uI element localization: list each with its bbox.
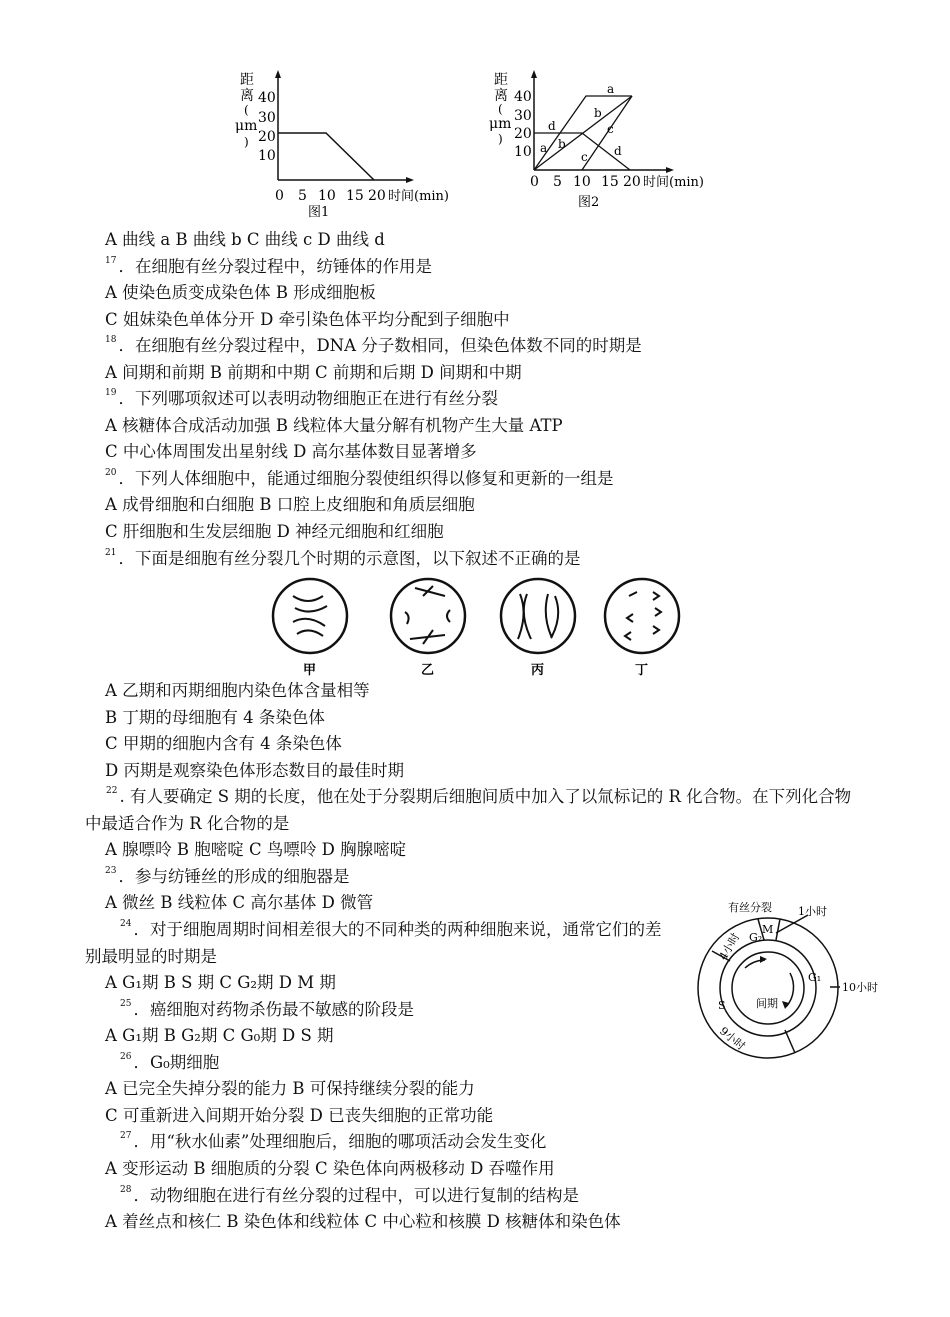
fig2-ytick: 10 bbox=[514, 144, 532, 160]
question-28 bbox=[85, 1183, 905, 1210]
curve-label-c: c bbox=[581, 150, 588, 164]
option-line: A 曲线 a B 曲线 b C 曲线 c D 曲线 d bbox=[105, 230, 385, 249]
cycle-g1-label: G₁ bbox=[808, 971, 822, 984]
question-text-continued: 中最适合作为 R 化合物的是 bbox=[85, 813, 290, 833]
question-text: . 有人要确定 S 期的长度，他在处于分裂期后细胞间质中加入了以氚标记的 R 化合物。在下列化合物 bbox=[119, 787, 852, 807]
fig1-xlabel: 时间(min) bbox=[388, 189, 450, 204]
fig1-xtick: 20 bbox=[368, 188, 386, 204]
fig2-xtick: 0 bbox=[530, 174, 539, 190]
fig2-ylabel-1: 离 bbox=[494, 88, 508, 104]
question-27 bbox=[85, 1129, 905, 1156]
option-line: A 腺嘌呤 B 胞嘧啶 C 鸟嘌呤 D 胸腺嘧啶 bbox=[105, 840, 407, 860]
option-line: A 已完全失掉分裂的能力 B 可保持继续分裂的能力 bbox=[105, 1079, 475, 1099]
question-text: ．下面是细胞有丝分裂几个时期的示意图，以下叙述不正确的是 bbox=[118, 548, 581, 568]
option-line: A 成骨细胞和白细胞 B 口腔上皮细胞和角质层细胞 bbox=[105, 495, 475, 515]
question-text: ．在细胞有丝分裂过程中，纺锤体的作用是 bbox=[118, 256, 432, 276]
option-line: C 可重新进入间期开始分裂 D 已丧失细胞的正常功能 bbox=[105, 1105, 494, 1125]
question-number: 25 bbox=[120, 998, 132, 1009]
question-text: ．对于细胞周期时间相差很大的不同种类的两种细胞来说，通常它们的差 bbox=[133, 920, 662, 940]
option-line: A G₁期 B S 期 C G₂期 D M 期 bbox=[105, 973, 336, 993]
fig1-ylabel-4: ) bbox=[244, 135, 249, 149]
question-number: 19 bbox=[105, 388, 117, 399]
curve-label-a: a bbox=[540, 141, 548, 155]
cycle-s-label: S bbox=[718, 999, 726, 1012]
question-22 bbox=[85, 784, 905, 811]
question-20 bbox=[85, 466, 905, 493]
option-line: A 着丝点和核仁 B 染色体和线粒体 C 中心粒和核膜 D 核糖体和染色体 bbox=[105, 1212, 621, 1232]
question-17 bbox=[85, 254, 905, 281]
option-line: C 肝细胞和生发层细胞 D 神经元细胞和红细胞 bbox=[105, 522, 444, 542]
question-text: ．下列哪项叙述可以表明动物细胞正在进行有丝分裂 bbox=[118, 389, 498, 409]
curve-label-c: c bbox=[607, 122, 614, 136]
question-number: 22 bbox=[106, 786, 118, 797]
question-text: ．用“秋水仙素”处理细胞后，细胞的哪项活动会发生变化 bbox=[133, 1132, 547, 1152]
fig2-xlabel: 时间(min) bbox=[643, 175, 705, 190]
fig1-ylabel-1: 离 bbox=[240, 88, 254, 104]
fig1-caption: 图1 bbox=[308, 205, 330, 220]
fig1-ytick: 20 bbox=[258, 129, 276, 145]
option-line: C 甲期的细胞内含有 4 条染色体 bbox=[105, 734, 342, 754]
cycle-g1-time: 10小时 bbox=[842, 981, 878, 994]
fig1-xtick: 5 bbox=[298, 188, 307, 204]
cycle-title: 有丝分裂 bbox=[728, 901, 772, 914]
option-line: A 微丝 B 线粒体 C 高尔基体 D 微管 bbox=[105, 893, 374, 913]
cycle-interphase-label: 间期 bbox=[756, 997, 778, 1010]
question-19 bbox=[85, 386, 905, 413]
curve-label-b: b bbox=[558, 137, 566, 151]
question-number: 28 bbox=[120, 1184, 132, 1195]
question-number: 26 bbox=[120, 1051, 132, 1062]
figure-1 bbox=[235, 70, 449, 220]
fig1-ylabel-2: ( bbox=[244, 103, 249, 117]
option-line: C 姐妹染色单体分开 D 牵引染色体平均分配到子细胞中 bbox=[105, 309, 510, 329]
fig2-ylabel-0: 距 bbox=[494, 72, 508, 88]
cycle-s-time: 9小时 bbox=[717, 1024, 748, 1054]
question-number: 20 bbox=[105, 467, 117, 478]
fig2-ytick: 40 bbox=[514, 89, 532, 105]
curve-label-b: b bbox=[594, 106, 602, 120]
fig1-xtick: 15 bbox=[346, 188, 364, 204]
cell-label-bing: 丙 bbox=[531, 663, 545, 679]
fig1-xtick: 0 bbox=[275, 188, 284, 204]
cycle-g2-time: 4小时 bbox=[716, 930, 743, 963]
fig2-xtick: 15 bbox=[601, 174, 619, 190]
question-number: 24 bbox=[120, 919, 132, 930]
mitosis-cell-figure bbox=[85, 572, 905, 678]
option-line: B 丁期的母细胞有 4 条染色体 bbox=[105, 707, 325, 727]
figure-2 bbox=[489, 70, 704, 210]
question-number: 18 bbox=[105, 335, 117, 346]
cell-cycle-diagram bbox=[690, 893, 900, 1063]
option-line: A 间期和前期 B 前期和中期 C 前期和后期 D 间期和中期 bbox=[105, 362, 522, 382]
fig1-ytick: 40 bbox=[258, 90, 276, 106]
cycle-m-label: M bbox=[762, 923, 774, 936]
fig1-ylabel-3: μm bbox=[235, 118, 258, 134]
question-text: ．下列人体细胞中，能通过细胞分裂使组织得以修复和更新的一组是 bbox=[118, 468, 614, 488]
option-line: A 乙期和丙期细胞内染色体含量相等 bbox=[105, 681, 370, 701]
question-number: 23 bbox=[105, 865, 117, 876]
fig1-ylabel-0: 距 bbox=[240, 72, 254, 88]
question-text: ．G₀期细胞 bbox=[133, 1052, 220, 1072]
question-list bbox=[85, 227, 905, 1236]
fig2-caption: 图2 bbox=[578, 195, 600, 210]
option-line: A G₁期 B G₂期 C G₀期 D S 期 bbox=[105, 1026, 334, 1046]
cell-label-yi: 乙 bbox=[421, 663, 435, 679]
curve-label-a: a bbox=[607, 82, 615, 96]
question-23 bbox=[85, 864, 905, 891]
cycle-g2-label: G₂ bbox=[749, 931, 763, 944]
curve-label-d: d bbox=[614, 144, 622, 158]
fig1-ytick: 10 bbox=[258, 148, 276, 164]
question-text: ．动物细胞在进行有丝分裂的过程中，可以进行复制的结构是 bbox=[133, 1185, 579, 1205]
fig2-ytick: 20 bbox=[514, 126, 532, 142]
fig2-xtick: 5 bbox=[553, 174, 562, 190]
fig2-xtick: 10 bbox=[573, 174, 591, 190]
question-number: 21 bbox=[105, 547, 117, 558]
question-text-continued: 别最明显的时期是 bbox=[85, 946, 217, 966]
option-line: D 丙期是观察染色体形态数目的最佳时期 bbox=[105, 760, 404, 780]
cycle-m-time: 1小时 bbox=[798, 905, 827, 918]
fig2-ylabel-2: ( bbox=[498, 102, 503, 116]
fig2-xtick: 20 bbox=[623, 174, 641, 190]
question-text: ．参与纺锤丝的形成的细胞器是 bbox=[118, 866, 350, 886]
question-number: 17 bbox=[105, 255, 117, 266]
fig1-ytick: 30 bbox=[258, 110, 276, 126]
fig2-ylabel-4: ) bbox=[498, 132, 503, 146]
option-line: A 核糖体合成活动加强 B 线粒体大量分解有机物产生大量 ATP bbox=[105, 415, 563, 435]
curve-label-d: d bbox=[548, 119, 556, 133]
fig2-ytick: 30 bbox=[514, 108, 532, 124]
question-text: ．在细胞有丝分裂过程中，DNA 分子数相同，但染色体数不同的时期是 bbox=[118, 336, 642, 356]
question-number: 27 bbox=[120, 1131, 132, 1142]
fig2-ylabel-3: μm bbox=[489, 116, 512, 132]
option-line: A 变形运动 B 细胞质的分裂 C 染色体向两极移动 D 吞噬作用 bbox=[105, 1158, 555, 1178]
distance-time-graphs bbox=[230, 62, 730, 222]
cell-label-jia: 甲 bbox=[303, 663, 317, 679]
question-18 bbox=[85, 333, 905, 360]
question-21 bbox=[85, 546, 905, 573]
question-text: ．癌细胞对药物杀伤最不敏感的阶段是 bbox=[133, 999, 414, 1019]
fig1-xtick: 10 bbox=[318, 188, 336, 204]
option-line: A 使染色质变成染色体 B 形成细胞板 bbox=[105, 283, 376, 303]
option-line: C 中心体周围发出星射线 D 高尔基体数目显著增多 bbox=[105, 442, 477, 462]
cell-label-ding: 丁 bbox=[635, 663, 649, 679]
